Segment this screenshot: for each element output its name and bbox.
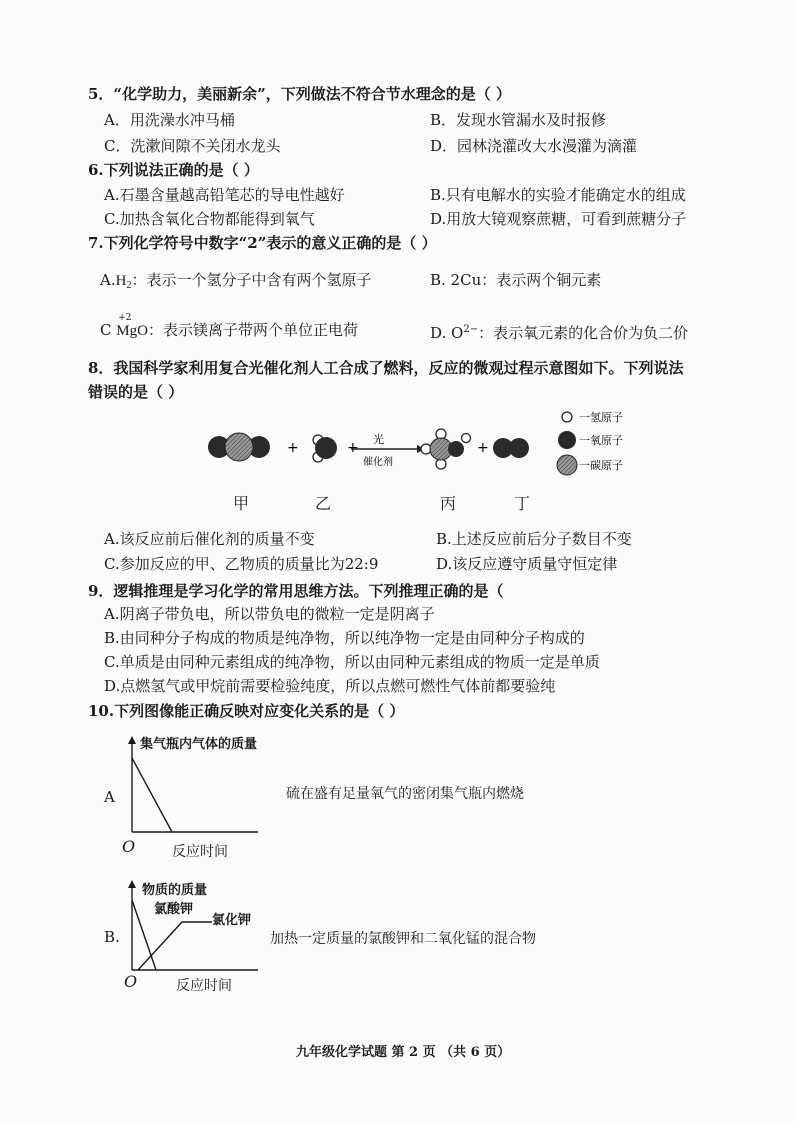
q9-option-b: B.由同种分子构成的物质是纯净物，所以纯净物一定是由同种分子构成的	[104, 629, 585, 647]
q8-option-a: A.该反应前后催化剂的质量不变	[104, 530, 315, 548]
molecule-yi-h2o	[313, 435, 337, 462]
graph-a-line	[132, 758, 172, 832]
legend-carbon-icon	[557, 455, 577, 475]
molecule-jia-co2	[208, 433, 270, 461]
q10-graph-b-ylabel: 物质的质量	[142, 883, 208, 898]
legend-hydrogen-label: 一氢原子	[579, 411, 623, 424]
graph-b-kcl-line	[138, 922, 212, 970]
legend-hydrogen-icon	[562, 412, 572, 422]
q7-stem: 7.下列化学符号中数字“2”表示的意义正确的是（ ）	[88, 234, 437, 252]
plus-sign-3: +	[477, 440, 489, 456]
q5-option-c: C．洗漱间隙不关闭水龙头	[104, 137, 281, 155]
legend-oxygen-icon	[558, 431, 576, 449]
q9-option-d: D.点燃氢气或甲烷前需要检验纯度，所以点燃可燃性气体前都要验纯	[104, 677, 556, 695]
q10-graph-b-series-kcl: 氯化钾	[212, 913, 252, 928]
q8-option-d: D.该反应遵守质量守恒定律	[436, 555, 618, 573]
legend-carbon-label: 一碳原子	[579, 459, 623, 472]
label-bing: 丙	[440, 494, 457, 513]
plus-sign-1: +	[287, 440, 299, 456]
graph-b-kclo3-line	[132, 900, 156, 970]
q10-graph-b-series-kclo3: 氯酸钾	[154, 902, 194, 917]
q5-option-d: D．园林浇灌改大水漫灌为滴灌	[430, 137, 638, 155]
q10-option-a-letter: A	[104, 788, 115, 806]
q5-stem: 5．“化学助力，美丽新余”，下列做法不符合节水理念的是（ ）	[88, 85, 511, 103]
q8-reaction-diagram	[195, 405, 695, 495]
q6-option-a: A.石墨含量越高铅笔芯的导电性越好	[104, 186, 345, 204]
q7-option-d: D. $O^{2-}$：表示氧元素的化合价为负二价	[430, 324, 689, 342]
q6-option-d: D.用放大镜观察蔗糖，可看到蔗糖分子	[430, 210, 687, 228]
q8-option-b: B.上述反应前后分子数目不变	[436, 530, 632, 548]
plus-sign-2: +	[347, 440, 359, 456]
q10-graph-b-xlabel: 反应时间	[176, 978, 232, 994]
q9-stem: 9．逻辑推理是学习化学的常用思维方法。下列推理正确的是（	[88, 582, 504, 600]
q6-option-c: C.加热含氧化合物都能得到氧气	[104, 210, 315, 228]
q6-option-b: B.只有电解水的实验才能确定水的组成	[430, 186, 686, 204]
q6-stem: 6.下列说法正确的是（ ）	[88, 161, 259, 179]
q10-graph-a-description: 硫在盛有足量氧气的密闭集气瓶内燃烧	[286, 786, 524, 802]
reaction-arrow	[351, 432, 425, 468]
atom-legend	[557, 410, 623, 475]
page-footer: 九年级化学试题 第 2 页 （共 6 页）	[296, 1045, 511, 1060]
q5-option-a: A．用洗澡水冲马桶	[104, 111, 235, 129]
q8-stem-line1: 8．我国科学家利用复合光催化剂人工合成了燃料，反应的微观过程示意图如下。下列说法	[88, 359, 684, 377]
molecule-bing-ch3oh	[421, 429, 471, 469]
label-yi: 乙	[315, 494, 332, 513]
label-jia: 甲	[233, 494, 250, 513]
label-ding: 丁	[514, 494, 531, 513]
q9-option-a: A.阴离子带负电，所以带负电的微粒一定是阴离子	[104, 605, 435, 623]
q10-graph-a-origin: O	[122, 837, 136, 856]
q10-option-b-letter: B.	[104, 928, 120, 946]
q7-option-b: B. 2Cu：表示两个铜元素	[430, 271, 602, 289]
arrow-label-light: 光	[373, 433, 384, 446]
arrow-label-catalyst: 催化剂	[363, 457, 393, 468]
q10-graph-a-ylabel: 集气瓶内气体的质量	[140, 737, 258, 752]
q9-option-c: C.单质是由同种元素组成的纯净物，所以由同种元素组成的物质一定是单质	[104, 653, 600, 671]
q10-graph-b-origin: O	[124, 972, 138, 991]
q10-graph-b-description: 加热一定质量的氯酸钾和二氧化锰的混合物	[270, 931, 536, 947]
q8-stem-line2: 错误的是（ ）	[88, 383, 184, 401]
q10-stem: 10.下列图像能正确反映对应变化关系的是（ ）	[88, 702, 405, 720]
q5-option-b: B．发现水管漏水及时报修	[430, 111, 607, 129]
legend-oxygen-label: 一氧原子	[579, 434, 623, 447]
q7-option-c: C +2 MgO：表示镁离子带两个单位正电荷	[100, 313, 358, 339]
molecule-ding-o2	[493, 438, 529, 458]
q8-option-c: C.参加反应的甲、乙物质的质量比为22:9	[104, 555, 379, 573]
q10-graph-a-xlabel: 反应时间	[172, 844, 228, 860]
q7-option-a: $A.H_2$：表示一个氢分子中含有两个氢原子	[100, 271, 372, 291]
